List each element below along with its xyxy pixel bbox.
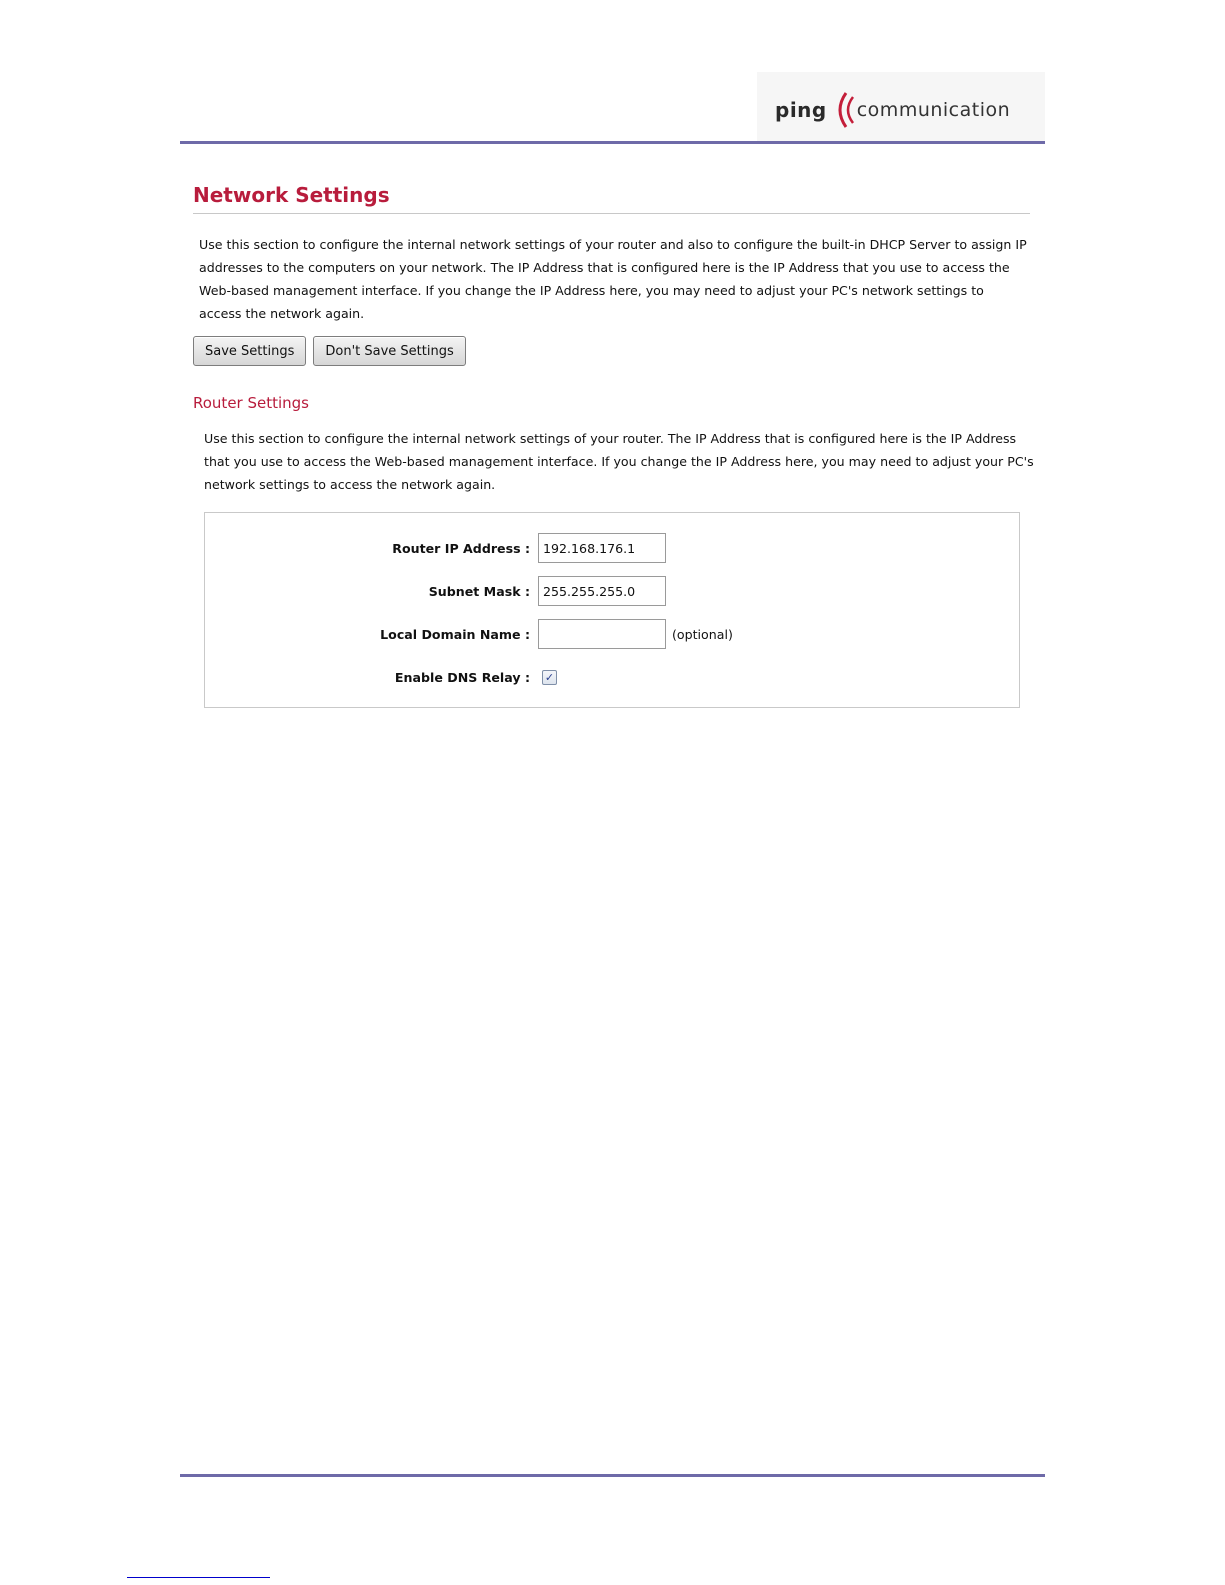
page-intro: Use this section to configure the internal network settings of your router and also to configure the built-in DHCP Server to assign IP addresses to the computers on your network. The IP Address that is configured here is the IP Address that you use to access the Web-based management interface. If you change the IP Address here, you may need to adjust your PC's network settings to access the network again. [199,237,1027,321]
local-domain-row [205,618,1019,650]
router-settings-description: Use this section to configure the internal network settings of your router. The IP Address that is configured here is the IP Address that you use to access the Web-based management interface. If you change the IP Address here, you may need to adjust your PC's network settings to access the network again. [204,431,1034,492]
subnet-mask-row [205,575,1019,607]
action-buttons [193,336,466,366]
header-divider [180,141,1045,144]
router-ip-row [205,532,1019,564]
footnote-rule [127,1577,270,1578]
local-domain-label: Local Domain Name : [380,626,530,642]
dont-save-settings-button[interactable]: Don't Save Settings [313,336,465,366]
save-settings-button[interactable]: Save Settings [193,336,306,366]
router-ip-input[interactable] [538,533,666,563]
router-settings-form [204,512,1020,708]
logo-text-ping: ping [775,98,827,122]
dns-relay-label: Enable DNS Relay : [394,669,530,685]
dns-relay-row [205,661,1019,693]
signal-arcs-icon [829,90,855,130]
page-title: Network Settings [193,183,390,207]
footer-divider [180,1474,1045,1477]
router-ip-label: Router IP Address : [392,540,530,556]
dns-relay-checkbox[interactable] [542,670,557,685]
brand-logo [775,90,1010,130]
local-domain-input[interactable] [538,619,666,649]
title-divider [193,213,1030,214]
checkmark-icon: ✓ [544,670,555,684]
optional-hint: (optional) [672,626,733,642]
logo-text-communication: communication [856,99,1011,121]
section-title-router-settings: Router Settings [193,394,310,412]
subnet-mask-input[interactable] [538,576,666,606]
subnet-mask-label: Subnet Mask : [428,583,530,599]
